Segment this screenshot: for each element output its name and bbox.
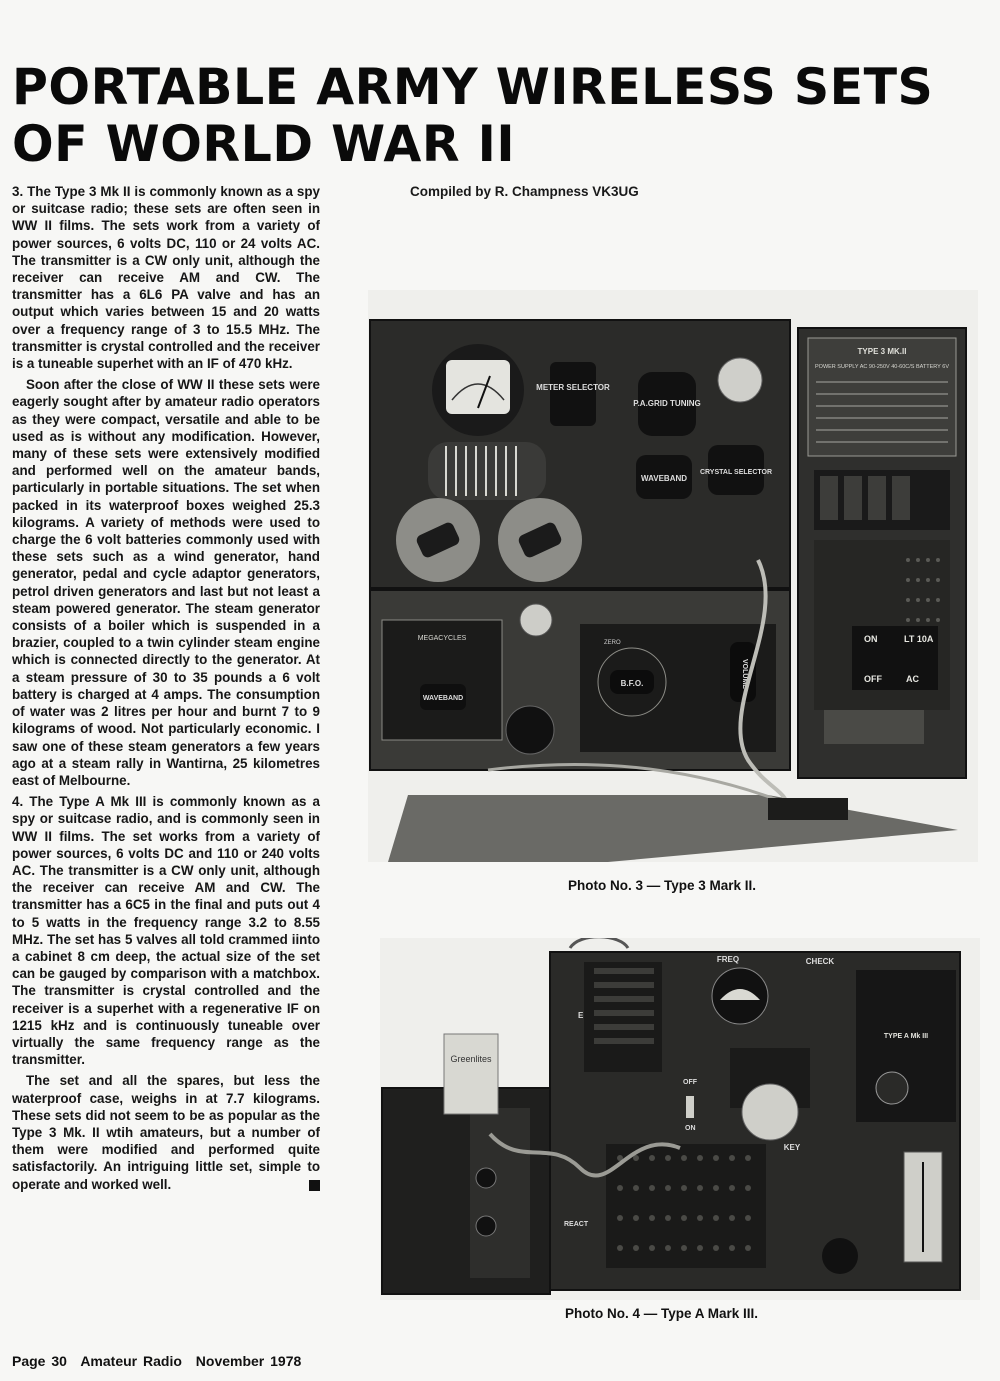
react-label: REACT: [564, 1221, 589, 1228]
e-label: E: [578, 1011, 584, 1020]
lt-label: LT 10A: [904, 634, 934, 644]
paragraph-post-war: Soon after the close of WW II these sets were eagerly sought after by amateur radio operators as they were compact, versatile and able to be used as is without any modification. However, many of these sets were extensively modified and performed well on the amateur bands, particularly in portable situations. The set when packed in its waterproof boxes weighed 25.3 kilograms. A variety of methods were used to charge the 6 volt batteries commonly used with these sets such as a wind generator, hand generator, pedal and cycle adaptor generators, petrol driven generators and last but not least a steam powered generator. The steam generator consists of a boiler which is suspended in a brazier, coupled to a twin cylinder steam engine which is connected directly to the generator. At a steam pressure of 30 to 35 pounds a 6 volt battery is charged at 4 amps. The consumption of water was 2 litres per hour and burnt 7 to 9 kilograms of wood. Not particularly economic. I saw one of these steam generators a few years ago at a steam rally in Wantirna, 25 kilometres east of Melbourne.: [12, 377, 320, 788]
check-label: CHECK: [805, 957, 835, 966]
paragraph-type3: 3. The Type 3 Mk II is commonly known as a spy or suitcase radio; these sets are often seen in WW II films. The sets work from a variety of power sources, 6 volts DC, 110 or 24 volts AC. The transmitter is a CW only unit, although the receiver can receive AM and CW. The transmitter has a 6L6 PA valve and has an output which varies between 15 and 20 watts over a frequency range of 3 to 15.5 MHz. The transmitter is crystal controlled and the receiver is a tuneable superhet with an IF of 470 kHz.: [12, 184, 320, 372]
paragraph-closing: [12, 1072, 320, 1192]
meter-selector-label: METER SELECTOR: [536, 383, 610, 392]
issue-date: November 1978: [195, 1353, 302, 1369]
zero-label: ZERO: [604, 640, 621, 646]
end-of-article-mark: [309, 1180, 320, 1191]
bfo-label: B.F.O.: [620, 679, 644, 688]
power-off-label: OFF: [864, 674, 882, 684]
power-on-label: ON: [864, 634, 878, 644]
freq-label: FREQ: [716, 955, 740, 964]
photo-typea-mark3: [380, 938, 980, 1300]
off-label: OFF: [683, 1079, 697, 1086]
article-body: [12, 183, 320, 1197]
paragraph-closing-text: The set and all the spares, but less the waterproof case, weighs in at 7.7 kilograms. These sets did not seem to be as popular as the Type 3 Mk. II wtih amateurs, but a number of them were modified and performed quite satisfactorily. An intriguing little set, simple to operate and worked well.: [12, 1073, 320, 1192]
photo3-caption: Photo No. 3 — Type 3 Mark II.: [568, 878, 757, 893]
title-line-1: PORTABLE ARMY WIRELESS SETS: [12, 57, 934, 116]
pa-grid-tuning-label: P.A.GRID TUNING: [633, 399, 701, 408]
key-label: KEY: [783, 1143, 801, 1152]
crystal-selector-label: CRYSTAL SELECTOR: [699, 469, 773, 476]
magazine-name: Amateur Radio: [80, 1353, 182, 1369]
photo-type3-mark2: [368, 290, 978, 862]
title-line-2: OF WORLD WAR II: [12, 114, 516, 174]
typea-nameplate: TYPE A Mk III: [883, 1033, 929, 1040]
page-number: Page 30: [12, 1353, 67, 1369]
article-title: [12, 59, 992, 173]
type3-nameplate: TYPE 3 MK.II: [857, 347, 907, 356]
power-supply-plate: POWER SUPPLY AC 90-250V 40-60C/S BATTERY 6V: [815, 364, 949, 370]
megacycles-label: MEGACYCLES: [417, 635, 467, 642]
paragraph-typea: 4. The Type A Mk III is commonly known as a spy or suitcase radio, and is commonly seen in WW II films. The set works from a variety of power sources, 6 volts DC and 110 or 240 volts AC. The transmitter is a CW only unit, although the receiver can receive AM and CW. The transmitter has a 6C5 in the final and puts out 4 to 5 watts in the frequency range 3.2 to 8.55 MHz. The set has 5 valves all told crammed iinto a cabinet 8 cm deep, the actual size of the set can be gauged by comparison with a matchbox. The transmitter is crystal controlled and the receiver is a superhet with a regenerative IF on 1215 kHz and is continuously tuneable over virtually the same frequency range as the transmitter.: [12, 794, 320, 1068]
page-footer: [12, 1353, 309, 1369]
volume-label: VOLUME: [741, 659, 748, 689]
on-label: ON: [685, 1125, 696, 1132]
waveband-rx-label: WAVEBAND: [422, 695, 464, 702]
byline: Compiled by R. Champness VK3UG: [410, 184, 639, 199]
waveband-label: WAVEBAND: [640, 474, 688, 483]
matchbox-label: Greenlites: [450, 1054, 492, 1064]
photo4-caption: Photo No. 4 — Type A Mark III.: [565, 1306, 759, 1321]
ac-label: AC: [906, 674, 919, 684]
